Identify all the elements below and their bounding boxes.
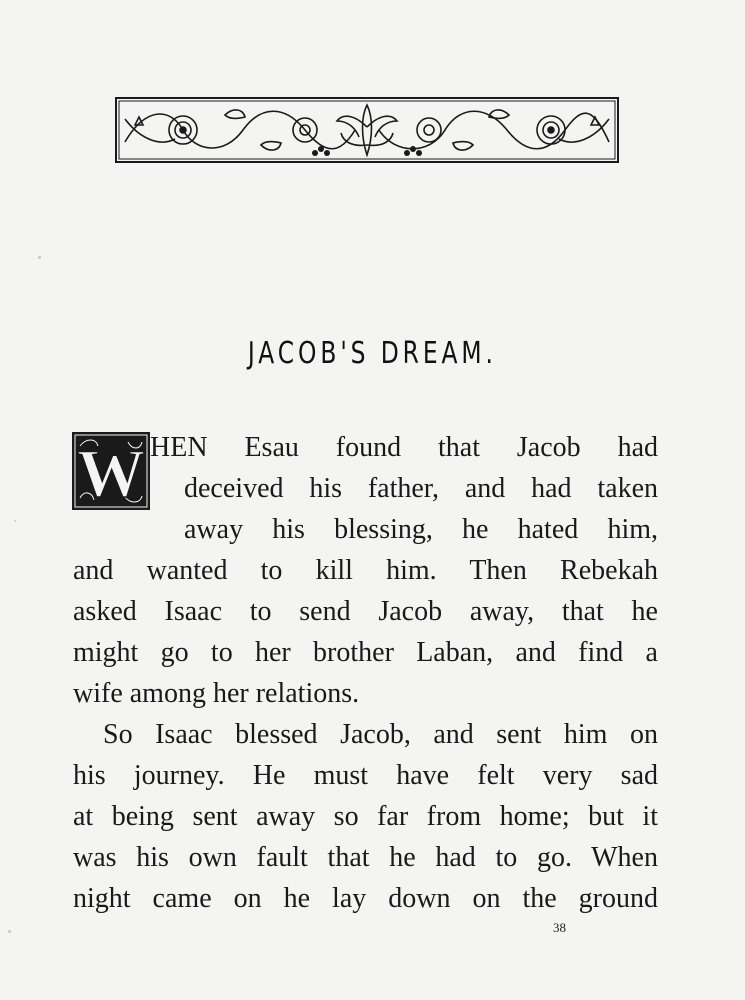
text-line: and wanted to kill him. Then Rebekah — [73, 555, 658, 586]
text-line: might go to her brother Laban, and find a — [73, 637, 658, 668]
text-line: away his blessing, he hated him, — [184, 514, 658, 545]
page-number: 38 — [553, 920, 566, 935]
decorated-initial-w-icon — [72, 432, 150, 510]
text-line: So Isaac blessed Jacob, and sent him on — [103, 719, 658, 750]
text-line: at being sent away so far from home; but it — [73, 801, 658, 832]
text-line: his journey. He must have felt very sad — [73, 760, 658, 791]
paper-speck — [8, 930, 11, 933]
floral-scroll-ornament-icon — [115, 97, 619, 163]
text-line: wife among her relations. — [73, 678, 360, 709]
text-line: was his own fault that he had to go. When — [73, 842, 658, 873]
chapter-title: JACOB'S DREAM. — [247, 336, 497, 371]
text-line: asked Isaac to send Jacob away, that he — [73, 596, 658, 627]
text-line: night came on he lay down on the ground — [73, 883, 658, 914]
paper-speck — [38, 256, 41, 259]
text-line: deceived his father, and had taken — [184, 473, 658, 504]
text-line: HEN Esau found that Jacob had — [150, 432, 658, 463]
paper-speck — [14, 520, 16, 522]
drop-cap-letter: W — [77, 435, 145, 510]
